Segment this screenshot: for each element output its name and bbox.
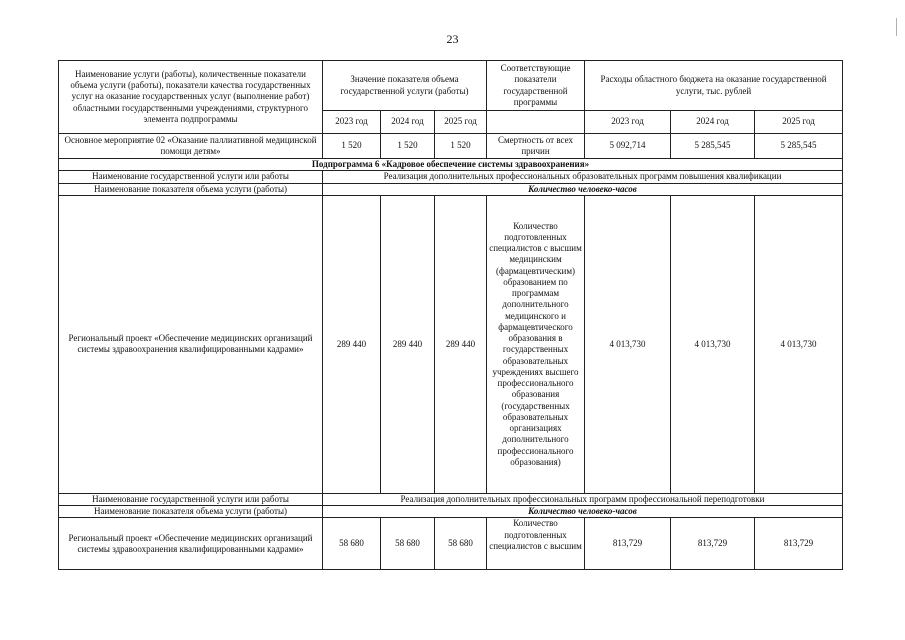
indicator-year-empty <box>487 111 585 134</box>
project-expense: 4 013,730 <box>585 195 671 493</box>
indicator-row <box>59 506 843 518</box>
service-value: Реализация дополнительных профессиональных программ профессиональной переподготовки <box>323 493 843 505</box>
indicator-row <box>59 183 843 195</box>
row-indicator: Смертность от всех причин <box>487 134 585 159</box>
project-indicator: Количество подготовленных специалистов с высшим медицинским (фармацевтическим) образованием по программам дополнительного медицинского и фармацевтического образования в государственных образовательных учреждениях высшего профессионального образования (государственных образовательных организациях дополнительного профессионального образования) <box>487 195 585 493</box>
indicator-value: Количество человеко-часов <box>323 183 843 195</box>
service-label: Наименование государственной услуги или работы <box>59 171 323 183</box>
indicator-value: Количество человеко-часов <box>323 506 843 518</box>
project-expense: 4 013,730 <box>755 195 843 493</box>
value-year-2025: 2025 год <box>435 111 487 134</box>
row-value: 1 520 <box>323 134 381 159</box>
project-value: 289 440 <box>381 195 435 493</box>
project-value: 58 680 <box>381 518 435 570</box>
row-expense: 5 285,545 <box>671 134 755 159</box>
project-value: 58 680 <box>323 518 381 570</box>
scan-artifact <box>896 18 897 36</box>
header-value-group: Значение показателя объема государственной услуги (работы) <box>323 61 487 111</box>
service-value: Реализация дополнительных профессиональных образовательных программ повышения квалификации <box>323 171 843 183</box>
subprogram-title: Подпрограмма 6 «Кадровое обеспечение системы здравоохранения» <box>59 159 843 171</box>
indicator-label: Наименование показателя объема услуги (работы) <box>59 183 323 195</box>
project-expense: 813,729 <box>755 518 843 570</box>
project-value: 289 440 <box>323 195 381 493</box>
project-expense: 813,729 <box>585 518 671 570</box>
service-label: Наименование государственной услуги или работы <box>59 493 323 505</box>
table-row <box>59 518 843 570</box>
row-expense: 5 285,545 <box>755 134 843 159</box>
project-value: 289 440 <box>435 195 487 493</box>
project-value: 58 680 <box>435 518 487 570</box>
header-indicators-group: Соответствующие показатели государственной программы <box>487 61 585 111</box>
service-row <box>59 493 843 505</box>
header-name-column: Наименование услуги (работы), количественные показатели объема услуги (работы), показатели качества государственных услуг на оказание государственных услуг (выполнение работ) областными государственными учреждениями, структурного элемента подпрограммы <box>59 61 323 134</box>
value-year-2023: 2023 год <box>323 111 381 134</box>
row-name: Основное мероприятие 02 «Оказание паллиативной медицинской помощи детям» <box>59 134 323 159</box>
header-row <box>59 61 843 111</box>
expense-year-2024: 2024 год <box>671 111 755 134</box>
row-expense: 5 092,714 <box>585 134 671 159</box>
project-indicator: Количество подготовленных специалистов с высшим <box>487 518 585 570</box>
row-value: 1 520 <box>381 134 435 159</box>
indicator-label: Наименование показателя объема услуги (работы) <box>59 506 323 518</box>
project-name: Региональный проект «Обеспечение медицинских организаций системы здравоохранения квалифицированными кадрами» <box>59 195 323 493</box>
service-row <box>59 171 843 183</box>
row-value: 1 520 <box>435 134 487 159</box>
table-row <box>59 134 843 159</box>
header-expenses-group: Расходы областного бюджета на оказание государственной услуги, тыс. рублей <box>585 61 843 111</box>
value-year-2024: 2024 год <box>381 111 435 134</box>
expense-year-2023: 2023 год <box>585 111 671 134</box>
expense-year-2025: 2025 год <box>755 111 843 134</box>
page-number: 23 <box>446 32 459 46</box>
budget-table <box>58 60 843 570</box>
table-row <box>59 195 843 493</box>
project-expense: 4 013,730 <box>671 195 755 493</box>
project-name: Региональный проект «Обеспечение медицинских организаций системы здравоохранения квалифицированными кадрами» <box>59 518 323 570</box>
subprogram-row <box>59 159 843 171</box>
project-expense: 813,729 <box>671 518 755 570</box>
